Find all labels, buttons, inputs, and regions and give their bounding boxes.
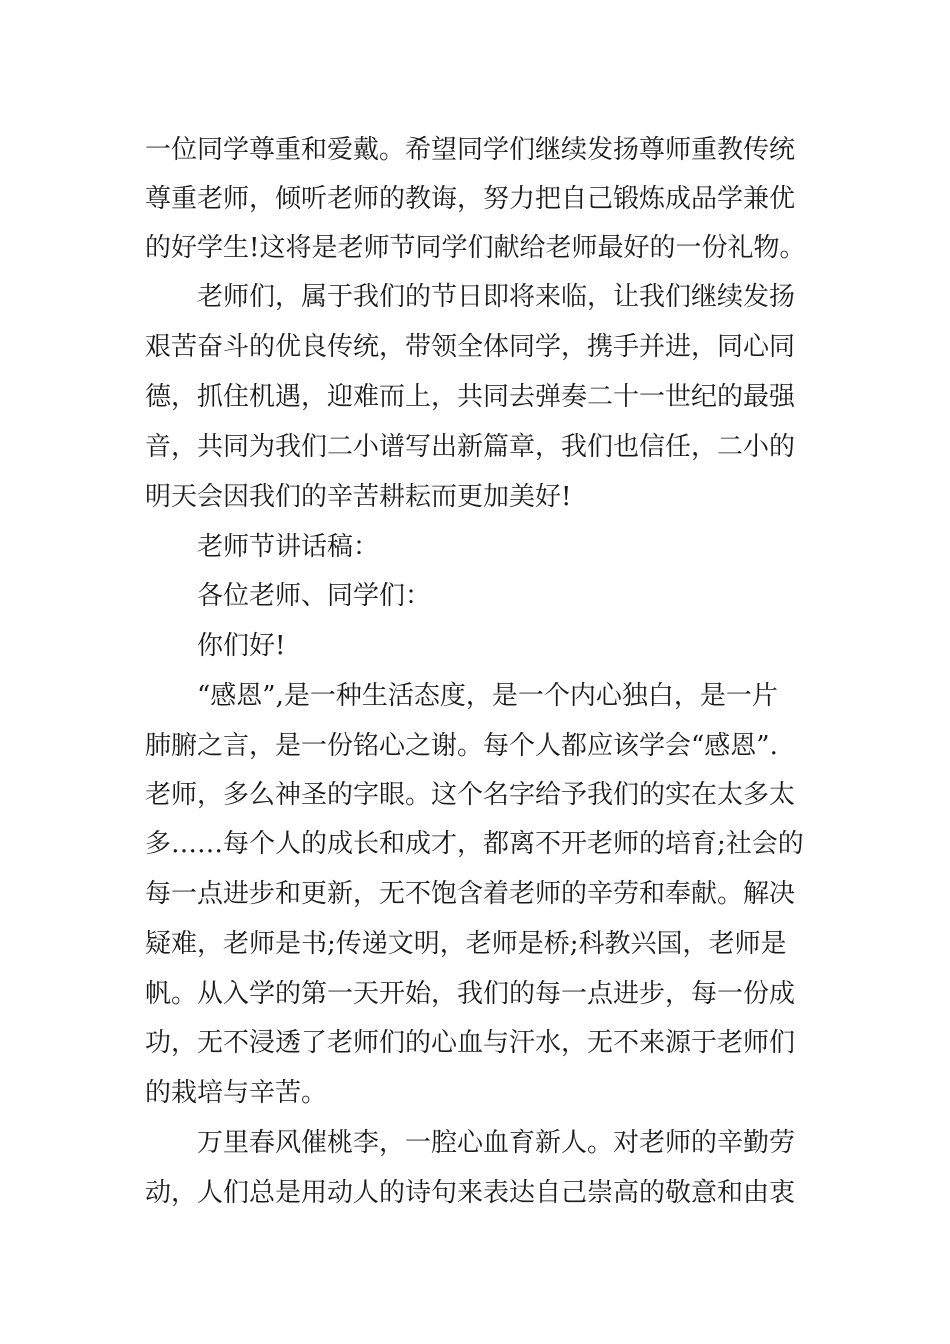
greeting: 你们好!: [197, 631, 286, 661]
text-line: 音，共同为我们二小谱写出新篇章，我们也信任，二小的: [145, 432, 796, 462]
text-line: 动，人们总是用动人的诗句来表达自己崇高的敬意和由衷: [145, 1178, 796, 1208]
paragraph-first-line: 万里春风催桃李，一腔心血育新人。对老师的辛勤劳: [197, 1128, 796, 1158]
paragraph-first-line: 老师们，属于我们的节日即将来临，让我们继续发扬: [197, 282, 796, 312]
text-line: 艰苦奋斗的优良传统，带领全体同学，携手并进，同心同: [145, 332, 796, 362]
text-line: 功，无不浸透了老师们的心血与汗水，无不来源于老师们: [145, 1028, 796, 1058]
text-line: 的好学生!这将是老师节同学们献给老师最好的一份礼物。: [145, 233, 806, 263]
text-line: 德，抓住机遇，迎难而上，共同去弹奏二十一世纪的最强: [145, 382, 796, 412]
paragraph-first-line: “感恩”,是一种生活态度，是一个内心独白，是一片: [197, 681, 778, 711]
text-line: 明天会因我们的辛苦耕耘而更加美好!: [145, 482, 572, 512]
text-line: 肺腑之言，是一份铭心之谢。每个人都应该学会“感恩”.: [145, 731, 778, 761]
salutation: 各位老师、同学们：: [197, 581, 432, 611]
text-line: 每一点进步和更新，无不饱含着老师的辛劳和奉献。解决: [145, 879, 796, 909]
text-line: 尊重老师，倾听老师的教诲，努力把自己锻炼成品学兼优: [145, 184, 796, 214]
text-line: 的栽培与辛苦。: [145, 1078, 328, 1108]
text-line: 一位同学尊重和爱戴。希望同学们继续发扬尊师重教传统: [145, 135, 796, 165]
text-line: 帆。从入学的第一天开始，我们的每一点进步，每一份成: [145, 979, 796, 1009]
text-line: 老师，多么神圣的字眼。这个名字给予我们的实在太多太: [145, 780, 796, 810]
text-line: 多……每个人的成长和成才，都离不开老师的培育;社会的: [145, 829, 804, 859]
text-line: 疑难，老师是书;传递文明，老师是桥;科教兴国，老师是: [145, 929, 787, 959]
section-heading: 老师节讲话稿：: [197, 532, 380, 562]
